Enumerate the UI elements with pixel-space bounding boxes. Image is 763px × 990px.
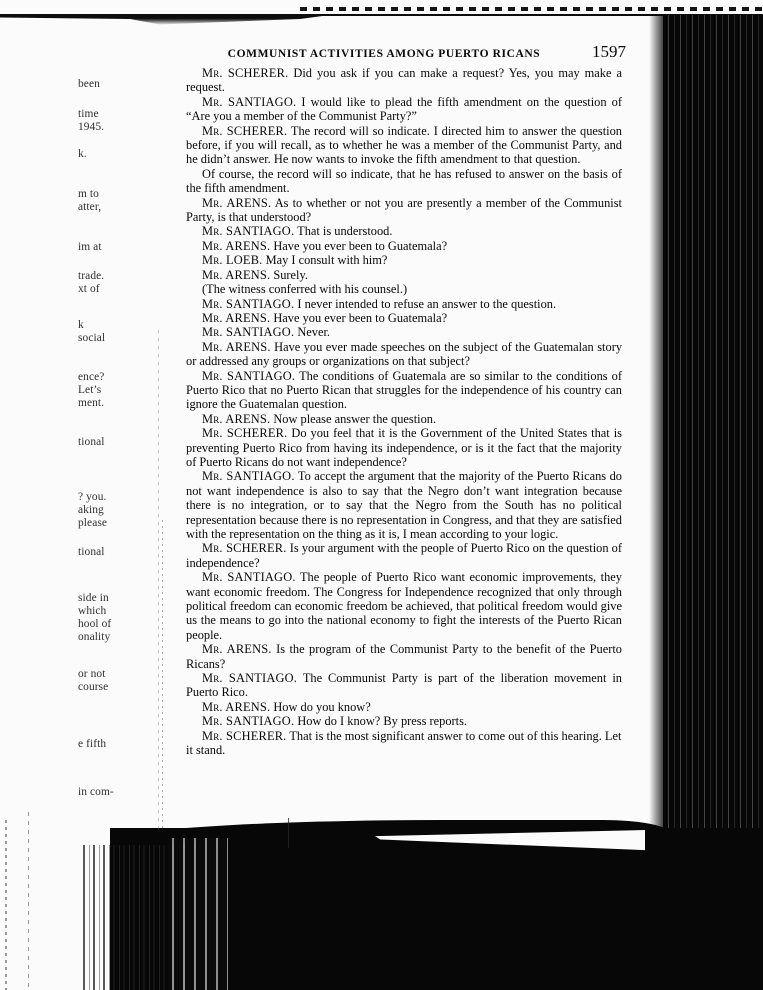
page-number: 1597 xyxy=(592,42,626,61)
margin-fragment: e fifth xyxy=(78,738,107,750)
speaker-name: Mr. SCHERER. xyxy=(202,541,287,556)
paragraph-text: Did you ask if you can make a request? Yes, you may make a request. xyxy=(186,66,622,95)
speaker-name: Mr. ARENS. xyxy=(202,411,271,426)
speaker-name: Mr. SANTIAGO. xyxy=(202,325,295,340)
scan-vertical-dotted-artifact-2 xyxy=(162,520,163,830)
transcript-paragraph xyxy=(186,325,622,339)
margin-fragment: social xyxy=(78,332,106,344)
transcript-paragraph xyxy=(186,426,622,469)
transcript-paragraph xyxy=(186,124,622,167)
margin-fragment: atter, xyxy=(78,201,102,213)
margin-fragment: been xyxy=(78,78,100,90)
transcript-paragraph xyxy=(186,340,622,369)
transcript-paragraph xyxy=(186,224,622,238)
paragraph-text: Do you feel that it is the Government of the United States that is preventing Puerto Rico from having its independence, or is it the fact that the majority of Puerto Ricans do not want independence? xyxy=(186,426,623,469)
scan-top-ink-blot-artifact xyxy=(0,15,330,25)
transcript-paragraph xyxy=(186,700,622,714)
margin-fragment: hool of xyxy=(78,618,112,630)
transcript-paragraph xyxy=(186,412,622,426)
speaker-name: Mr. SANTIAGO. xyxy=(202,671,298,686)
margin-fragment: course xyxy=(78,681,109,693)
transcript-paragraph xyxy=(186,297,622,311)
speaker-name: Mr. SCHERER. xyxy=(202,66,289,80)
paragraph-text: The people of Puerto Rico want economic improvements, they want economic freedom. The Congress for Independence recognized that only through political freedom can economic freedom be achieved, that political freedom would give us the means to go into the national economy to fight the interests of the Puerto Rican people. xyxy=(186,570,622,642)
scan-left-hairline-artifact-2 xyxy=(28,812,29,990)
paragraph-text: (The witness conferred with his counsel.) xyxy=(202,282,408,297)
paragraph-text: The conditions of Guatemala are so similar to the conditions of Puerto Rico that no Puerto Rican that struggles for the independence of his country can ignore the Guatemalan question. xyxy=(186,368,622,412)
scan-bottom-streak-artifact-2 xyxy=(168,838,228,990)
transcript-paragraph xyxy=(186,541,622,570)
transcript-paragraph xyxy=(186,282,622,296)
speaker-name: Mr. SCHERER. xyxy=(202,123,288,138)
margin-fragment: xt of xyxy=(78,283,100,295)
margin-fragment: im at xyxy=(78,241,102,253)
transcript-paragraph xyxy=(186,268,622,282)
margin-fragment: k xyxy=(78,319,84,331)
paragraph-text: I would like to plead the fifth amendment on the question of “Are you a member of the Communist Party?” xyxy=(186,94,622,124)
paragraph-text: Have you ever made speeches on the subject of the Guatemalan story or addressed any groups or organizations on that subject? xyxy=(186,339,623,369)
paragraph-text: Now please answer the question. xyxy=(270,411,437,426)
transcript-paragraph xyxy=(186,729,622,758)
speaker-name: Mr. ARENS. xyxy=(202,339,271,354)
transcript-paragraph xyxy=(186,167,622,196)
running-head-title: COMMUNIST ACTIVITIES AMONG PUERTO RICANS xyxy=(227,48,541,60)
paragraph-text: The record will so indicate. I directed him to answer the question before, if you will recall, as to whether he was a member of the Communist Party, and he didn’t answer. He now wants to invoke the fifth amendment to that question. xyxy=(186,123,622,167)
speaker-name: Mr. SANTIAGO. xyxy=(202,714,295,729)
paragraph-text: Never. xyxy=(294,325,331,340)
paragraph-text: As to whether or not you are presently a member of the Communist Party, is that understood? xyxy=(186,195,622,225)
paragraph-text: Have you ever been to Guatemala? xyxy=(270,238,448,253)
margin-fragment: which xyxy=(78,605,107,617)
transcript-paragraph xyxy=(186,95,622,124)
running-head xyxy=(186,42,626,62)
speaker-name: Mr. SANTIAGO. xyxy=(202,469,295,484)
margin-fragment: ment. xyxy=(78,397,105,409)
transcript-paragraph xyxy=(186,671,622,700)
transcript-paragraph xyxy=(186,369,622,412)
margin-fragment: tional xyxy=(78,436,105,448)
margin-fragment: trade. xyxy=(78,270,105,282)
margin-fragment: ence? xyxy=(78,371,105,383)
speaker-name: Mr. SANTIAGO. xyxy=(202,570,296,585)
margin-fragment: time xyxy=(78,108,99,120)
speaker-name: Mr. ARENS. xyxy=(202,238,271,253)
speaker-name: Mr. SANTIAGO. xyxy=(202,224,295,239)
speaker-name: Mr. SANTIAGO. xyxy=(202,94,297,109)
paragraph-text: How do I know? By press reports. xyxy=(294,714,468,729)
paragraph-text: Have you ever been to Guatemala? xyxy=(270,310,448,325)
transcript-paragraph xyxy=(186,311,622,325)
margin-fragment: 1945. xyxy=(78,121,105,133)
margin-fragment: or not xyxy=(78,668,106,680)
speaker-name: Mr. SCHERER. xyxy=(202,728,287,743)
transcript-paragraph xyxy=(186,570,622,642)
transcript-paragraph xyxy=(186,253,622,267)
paragraph-text: Surely. xyxy=(270,267,308,282)
scan-right-streak-artifact xyxy=(663,15,763,845)
transcript-body xyxy=(186,66,622,758)
paragraph-text: To accept the argument that the majority of the Puerto Ricans do not want independence is also to say that the Negro don’t want integration because there is no integration, or to say that the Negro from the South has no political representation because there is no representation in Congress, and that they are satisfied with the representation on the thing as it is, I mean according to your logic. xyxy=(186,469,622,541)
speaker-name: Mr. SANTIAGO. xyxy=(202,368,296,383)
paragraph-text: I never intended to refuse an answer to the question. xyxy=(294,296,557,311)
scan-left-hairline-artifact xyxy=(5,820,7,990)
margin-fragment: please xyxy=(78,517,108,529)
speaker-name: Mr. ARENS. xyxy=(202,642,272,657)
scan-vertical-dotted-artifact xyxy=(158,330,159,830)
scan-column-tick-artifact xyxy=(288,818,289,848)
speaker-name: Mr. LOEB. xyxy=(202,253,263,268)
transcript-paragraph xyxy=(186,469,622,541)
paragraph-text: How do you know? xyxy=(270,699,371,714)
margin-fragment: side in xyxy=(78,592,109,604)
paragraph-text: May I consult with him? xyxy=(262,253,388,268)
paragraph-text: Is your argument with the people of Puerto Rico on the question of independence? xyxy=(186,541,623,570)
speaker-name: Mr. SANTIAGO. xyxy=(202,296,295,311)
transcript-paragraph xyxy=(186,642,622,671)
scan-top-dashed-edge-artifact xyxy=(300,7,763,11)
scan-right-edge-fade-artifact xyxy=(649,15,663,845)
transcript-paragraph xyxy=(186,66,622,95)
margin-fragment: Let’s xyxy=(78,384,102,396)
margin-fragment: ? you. xyxy=(78,491,107,503)
speaker-name: Mr. SCHERER. xyxy=(202,426,288,441)
paragraph-text: Of course, the record will so indicate, that he has refused to answer on the basis of the fifth amendment. xyxy=(186,166,622,196)
speaker-name: Mr. ARENS. xyxy=(202,699,271,714)
paragraph-text: That is understood. xyxy=(294,224,393,239)
transcript-paragraph xyxy=(186,714,622,728)
margin-fragment: m to xyxy=(78,188,99,200)
margin-fragment: k. xyxy=(78,148,87,160)
paragraph-text: The Communist Party is part of the liberation movement in Puerto Rico. xyxy=(186,671,622,700)
transcript-paragraph xyxy=(186,239,622,253)
transcript-paragraph xyxy=(186,196,622,225)
speaker-name: Mr. ARENS. xyxy=(202,310,271,325)
paragraph-text: Is the program of the Communist Party to the benefit of the Puerto Ricans? xyxy=(186,642,623,671)
speaker-name: Mr. ARENS. xyxy=(202,267,271,282)
margin-fragment: tional xyxy=(78,546,105,558)
margin-fragment: aking xyxy=(78,504,104,516)
speaker-name: Mr. ARENS. xyxy=(202,195,272,210)
paragraph-text: That is the most significant answer to come out of this hearing. Let it stand. xyxy=(186,728,622,758)
margin-fragment: in com- xyxy=(78,786,114,798)
margin-fragment: onality xyxy=(78,631,111,643)
